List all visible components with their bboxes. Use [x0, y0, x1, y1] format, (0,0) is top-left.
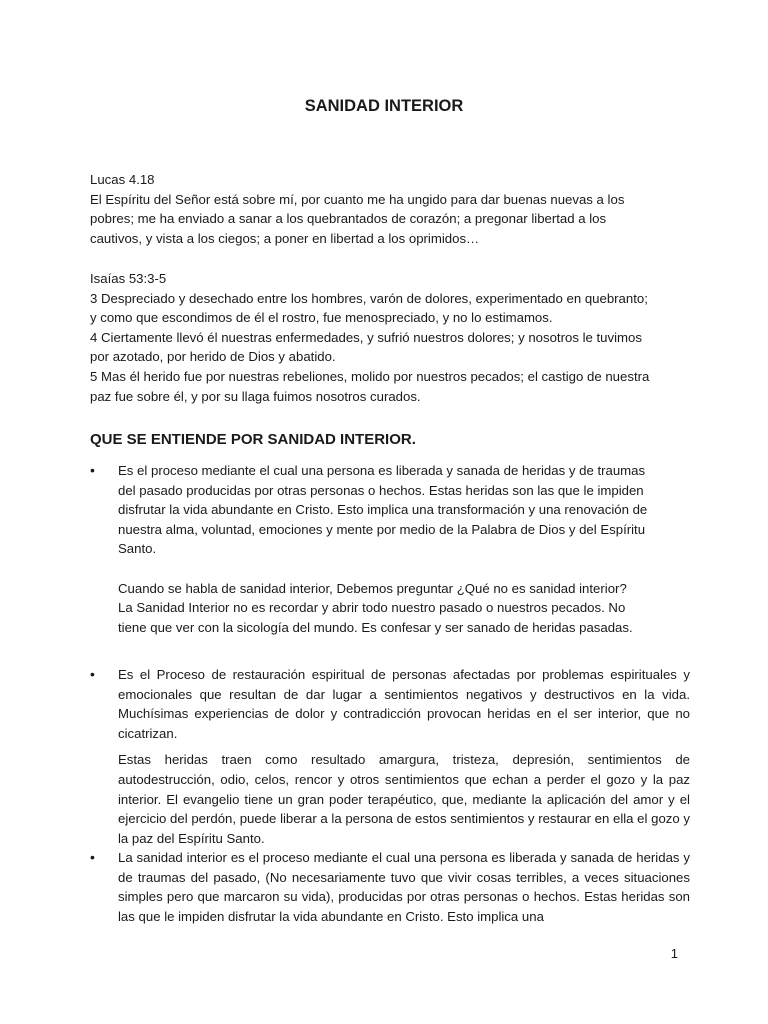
scripture-line: cautivos, y vista a los ciegos; a poner en libertad a los oprimidos… [90, 230, 480, 246]
scripture-line: 5 Mas él herido fue por nuestras rebeliones, molido por nuestros pecados; el castigo de nuestra [90, 368, 650, 384]
bullet-icon: • [90, 666, 95, 682]
paragraph-line: del pasado producidas por otras personas o hechos. Estas heridas son las que le impiden [118, 482, 644, 498]
bullet-paragraph: La sanidad interior es el proceso mediante el cual una persona es liberada y sanada de heridas y de traumas del pasado, (No necesariamente tuvo que vivir cosas terribles, a veces situaciones simples pero que marcaron su vida), producidas por otras personas o hechos. Estas heridas son las que le impiden disfrutar la vida abundante en Cristo. Esto implica una [118, 850, 690, 924]
paragraph-line: Es el proceso mediante el cual una persona es liberada y sanada de heridas y de traumas [118, 463, 646, 478]
scripture-reference: Lucas 4.18 [90, 172, 155, 187]
paragraph-line: disfrutar la vida abundante en Cristo. Esto implica una transformación y una renovación de [118, 502, 648, 518]
scripture-line: pobres; me ha enviado a sanar a los quebrantados de corazón; a pregonar libertad a los [90, 211, 607, 227]
document-title: SANIDAD INTERIOR [304, 97, 464, 115]
paragraph-line: Cuando se habla de sanidad interior, Debemos preguntar ¿Qué no es sanidad interior? [118, 580, 627, 596]
scripture-line: El Espíritu del Señor está sobre mí, por cuanto me ha ungido para dar buenas nuevas a los [90, 191, 625, 207]
paragraph-line: nuestra alma, voluntad, emociones y mente por medio de la Palabra de Dios y del Espíritu [118, 521, 646, 537]
scripture-line: paz fue sobre él, y por su llaga fuimos nosotros curados. [90, 388, 421, 404]
scripture-reference: Isaías 53:3-5 [90, 271, 167, 286]
bullet-item [90, 665, 690, 848]
bullet-paragraph: Estas heridas traen como resultado amargura, tristeza, depresión, sentimientos de autodestrucción, odio, celos, rencor y otros sentimientos que echan a perder el gozo y la paz interior. El evangelio tiene un gran poder terapéutico, que, mediante la aplicación del amor y el ejercicio del perdón, puede liberar a la persona de estos sentimientos y restaurar en ella el gozo y la paz del Espíritu Santo. [118, 752, 690, 846]
bullet-icon: • [90, 462, 95, 478]
scripture-lucas [90, 170, 690, 248]
section-heading: QUE SE ENTIENDE POR SANIDAD INTERIOR. [90, 431, 416, 448]
scripture-line: y como que escondimos de él el rostro, fue menospreciado, y no lo estimamos. [90, 310, 553, 326]
scripture-line: por azotado, por herido de Dios y abatido. [90, 349, 336, 365]
scripture-line: 4 Ciertamente llevó él nuestras enfermedades, y sufrió nuestros dolores; y nosotros le tuvimos [90, 329, 642, 345]
bullet-paragraph: Es el Proceso de restauración espiritual de personas afectadas por problemas espirituales y emocionales que resultan de dar lugar a sentimientos negativos y destructivos en la vida. Muchísimas experiencias de dolor y contradicción provocan heridas en el ser interior, que no cicatrizan. [118, 667, 690, 741]
scripture-line: 3 Despreciado y desechado entre los hombres, varón de dolores, experimentado en quebranto; [90, 290, 648, 306]
bullet-item [90, 848, 690, 926]
bullet-paragraph [118, 461, 690, 559]
scripture-isaias [90, 269, 690, 406]
bullet-paragraph [118, 579, 690, 638]
paragraph-line: Santo. [118, 541, 157, 557]
page-number: 1 [670, 946, 678, 961]
bullet-icon: • [90, 849, 95, 865]
paragraph-line: tiene que ver con la sicología del mundo. Es confesar y ser sanado de heridas pasadas. [118, 619, 633, 635]
bullet-item [90, 461, 690, 637]
paragraph-line: La Sanidad Interior no es recordar y abrir todo nuestro pasado o nuestros pecados. No [118, 600, 626, 616]
